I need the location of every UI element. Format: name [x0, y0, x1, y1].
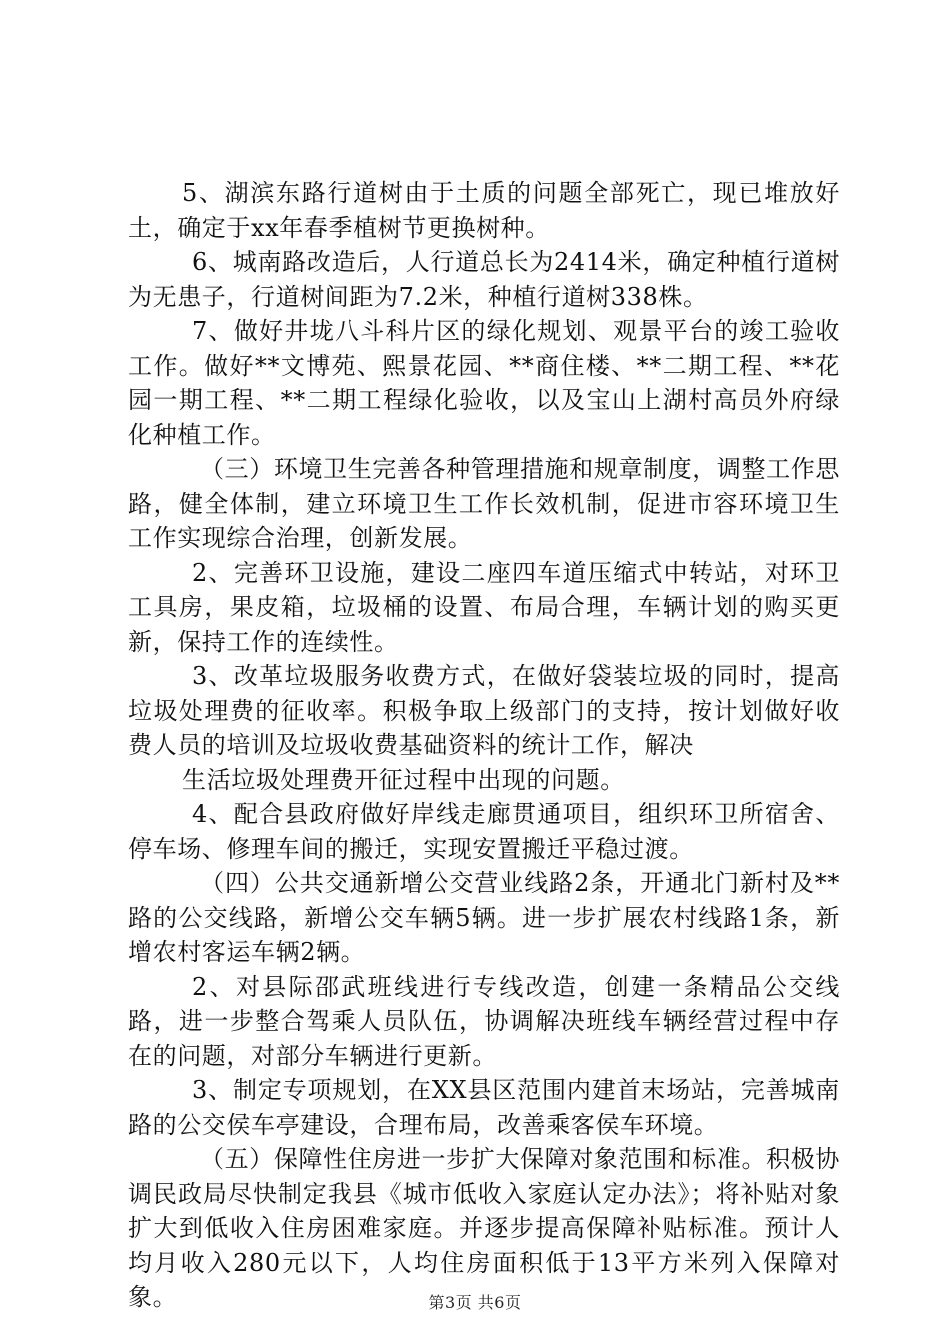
- paragraph-item-2-bus-line: 2、对县际邵武班线进行专线改造，创建一条精品公交线路，进一步整合驾乘人员队伍，协调解决班线车辆经营过程中存在的问题，对部分车辆进行更新。: [128, 972, 840, 1070]
- paragraph-continuation: 生活垃圾处理费开征过程中出现的问题。: [182, 765, 625, 794]
- page-number-footer: 第3页 共6页: [428, 1293, 522, 1312]
- paragraph-item-3-fees: 3、改革垃圾服务收费方式，在做好袋装垃圾的同时，提高垃圾处理费的征收率。积极争取上级部门的支持，按计划做好收费人员的培训及垃圾收费基础资料的统计工作，解决: [128, 662, 840, 759]
- paragraph-item-6: 6、城南路改造后，人行道总长为2414米，确定种植行道树为无患子，行道树间距为7.2米，种植行道树338株。: [128, 248, 840, 311]
- paragraph-item-2-sanitation: 2、完善环卫设施，建设二座四车道压缩式中转站，对环卫工具房，果皮箱，垃圾桶的设置、布局合理，车辆计划的购买更新，保持工作的连续性。: [128, 558, 840, 656]
- document-body: [128, 176, 840, 1315]
- paragraph-item-4-relocation: 4、配合县政府做好岸线走廊贯通项目，组织环卫所宿舍、停车场、修理车间的搬迁，实现安置搬迁平稳过渡。: [128, 800, 840, 863]
- section-4-heading-paragraph: （四）公共交通新增公交营业线路2条，开通北门新村及**路的公交线路，新增公交车辆5辆。进一步扩展农村线路1条，新增农村客运车辆2辆。: [128, 869, 840, 966]
- paragraph-item-5: 5、湖滨东路行道树由于土质的问题全部死亡，现已堆放好土，确定于xx年春季植树节更换树种。: [128, 179, 840, 242]
- section-3-heading-paragraph: （三）环境卫生完善各种管理措施和规章制度，调整工作思路，健全体制，建立环境卫生工作长效机制，促进市容环境卫生工作实现综合治理，创新发展。: [128, 455, 840, 552]
- section-5-heading-paragraph: （五）保障性住房进一步扩大保障对象范围和标准。积极协调民政局尽快制定我县《城市低收入家庭认定办法》；将补贴对象扩大到低收入住房困难家庭。并逐步提高保障补贴标准。预计人均月收入280元以下，人均住房面积低于13平方米列入保障对象。: [128, 1145, 840, 1311]
- paragraph-item-7: 7、做好井垅八斗科片区的绿化规划、观景平台的竣工验收工作。做好**文博苑、熙景花园、**商住楼、**二期工程、**花园一期工程、**二期工程绿化验收，以及宝山上湖村高员外府绿化种植工作。: [128, 317, 840, 449]
- paragraph-item-3-stations: 3、制定专项规划，在XX县区范围内建首末场站，完善城南路的公交侯车亭建设，合理布局，改善乘客侯车环境。: [128, 1076, 840, 1139]
